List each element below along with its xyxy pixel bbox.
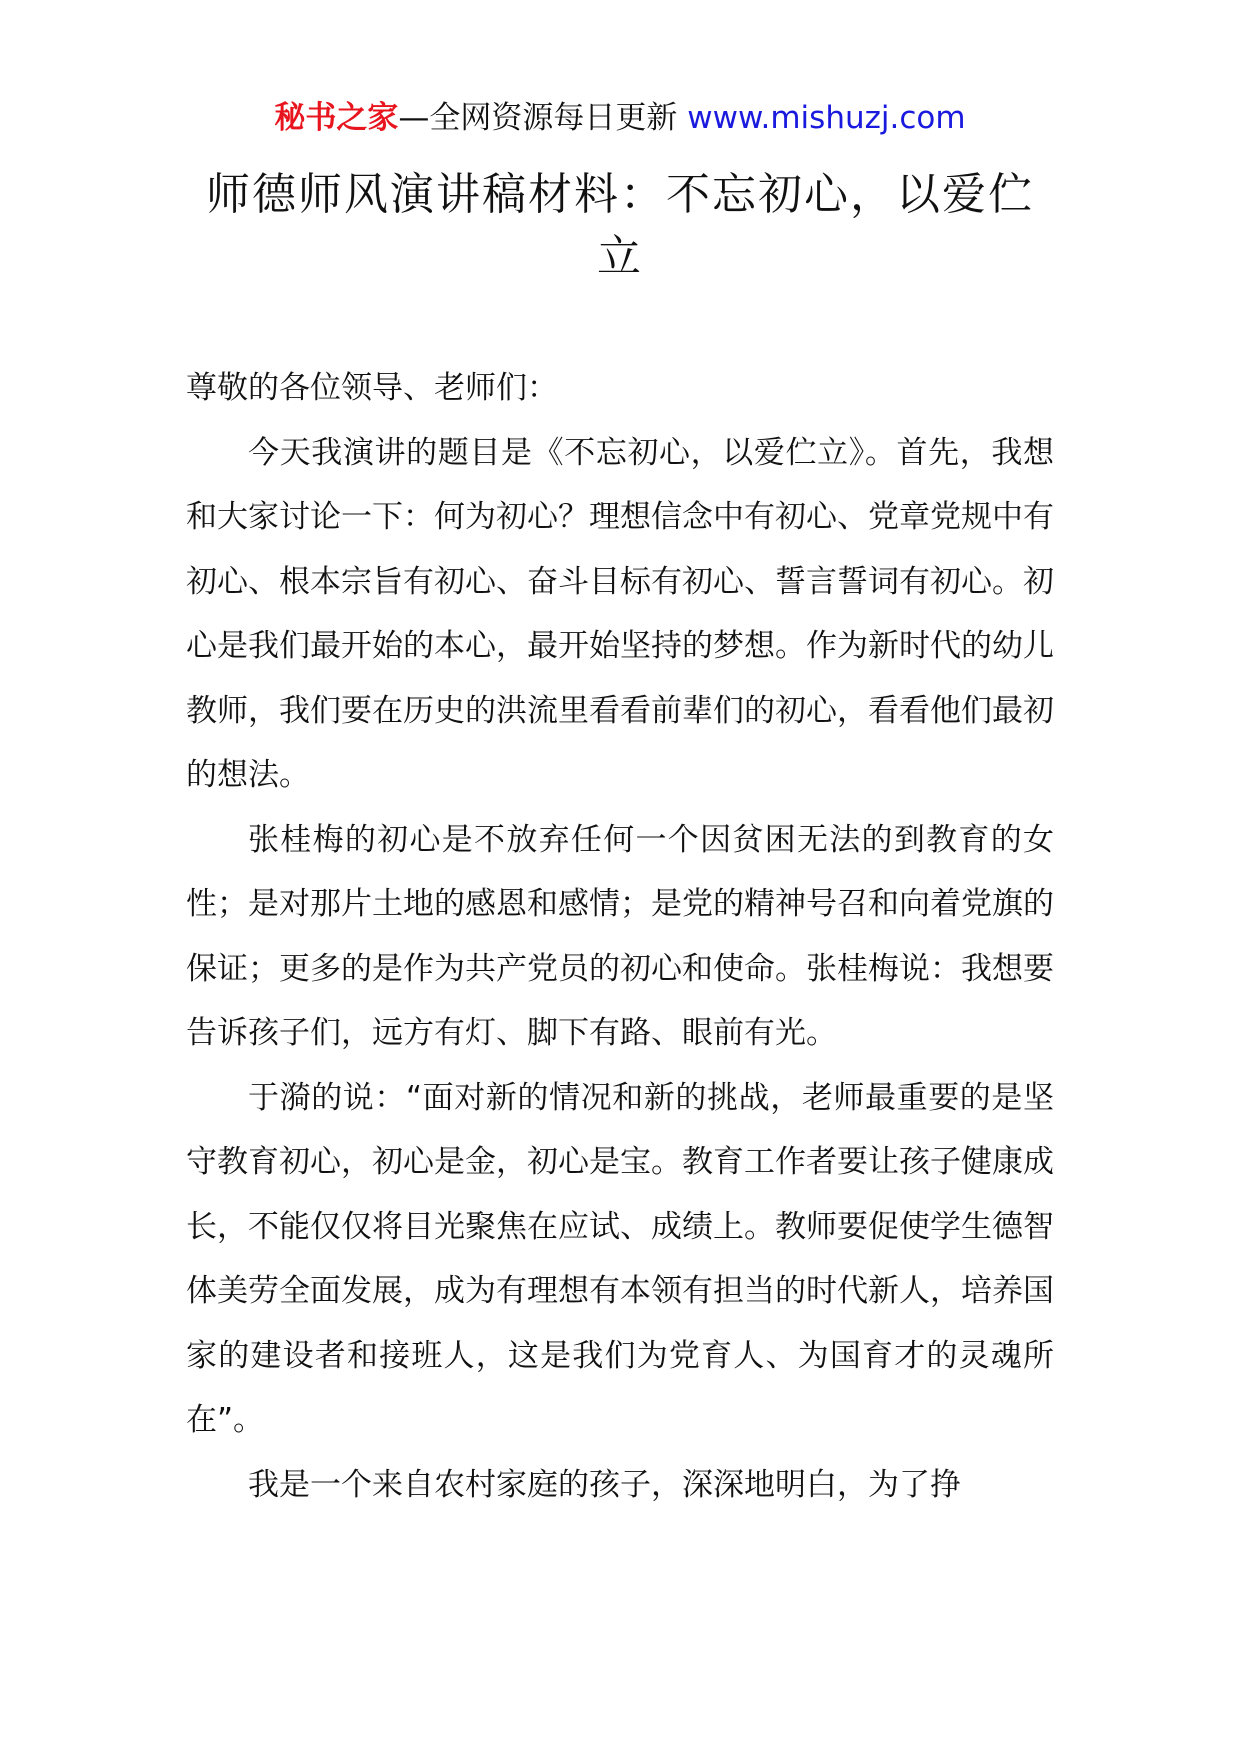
- paragraph-4: 我是一个来自农村家庭的孩子，深深地明白，为了挣: [248, 1466, 961, 1503]
- site-header: [0, 98, 1240, 138]
- document-body: [186, 356, 1054, 1517]
- site-tagline: —全网资源每日更新: [398, 100, 688, 136]
- paragraph-3: 于漪的说：“面对新的情况和新的挑战，老师最重要的是坚守教育初心，初心是金，初心是宝。教育工作者要让孩子健康成长，不能仅仅将目光聚焦在应试、成绩上。教师要促使学生德智体美劳全面发展，成为有理想有本领有担当的时代新人，培养国家的建设者和接班人，这是我们为党育人、为国育才的灵魂所在”。: [186, 1079, 1054, 1438]
- document-title: 师德师风演讲稿材料：不忘初心，以爱伫立: [206, 169, 1034, 282]
- brand-name: 秘书之家: [274, 100, 399, 136]
- paragraph-1: 今天我演讲的题目是《不忘初心，以爱伫立》。首先，我想和大家讨论一下：何为初心？理想信念中有初心、党章党规中有初心、根本宗旨有初心、奋斗目标有初心、誓言誓词有初心。初心是我们最开始的本心，最开始坚持的梦想。作为新时代的幼儿教师，我们要在历史的洪流里看看前辈们的初心，看看他们最初的想法。: [186, 434, 1054, 793]
- site-url[interactable]: www.mishuzj.com: [687, 100, 966, 136]
- paragraph-2: 张桂梅的初心是不放弃任何一个因贫困无法的到教育的女性；是对那片土地的感恩和感情；是党的精神号召和向着党旗的保证；更多的是作为共产党员的初心和使命。张桂梅说：我想要告诉孩子们，远方有灯、脚下有路、眼前有光。: [186, 821, 1054, 1051]
- salutation: 尊敬的各位领导、老师们：: [186, 370, 558, 406]
